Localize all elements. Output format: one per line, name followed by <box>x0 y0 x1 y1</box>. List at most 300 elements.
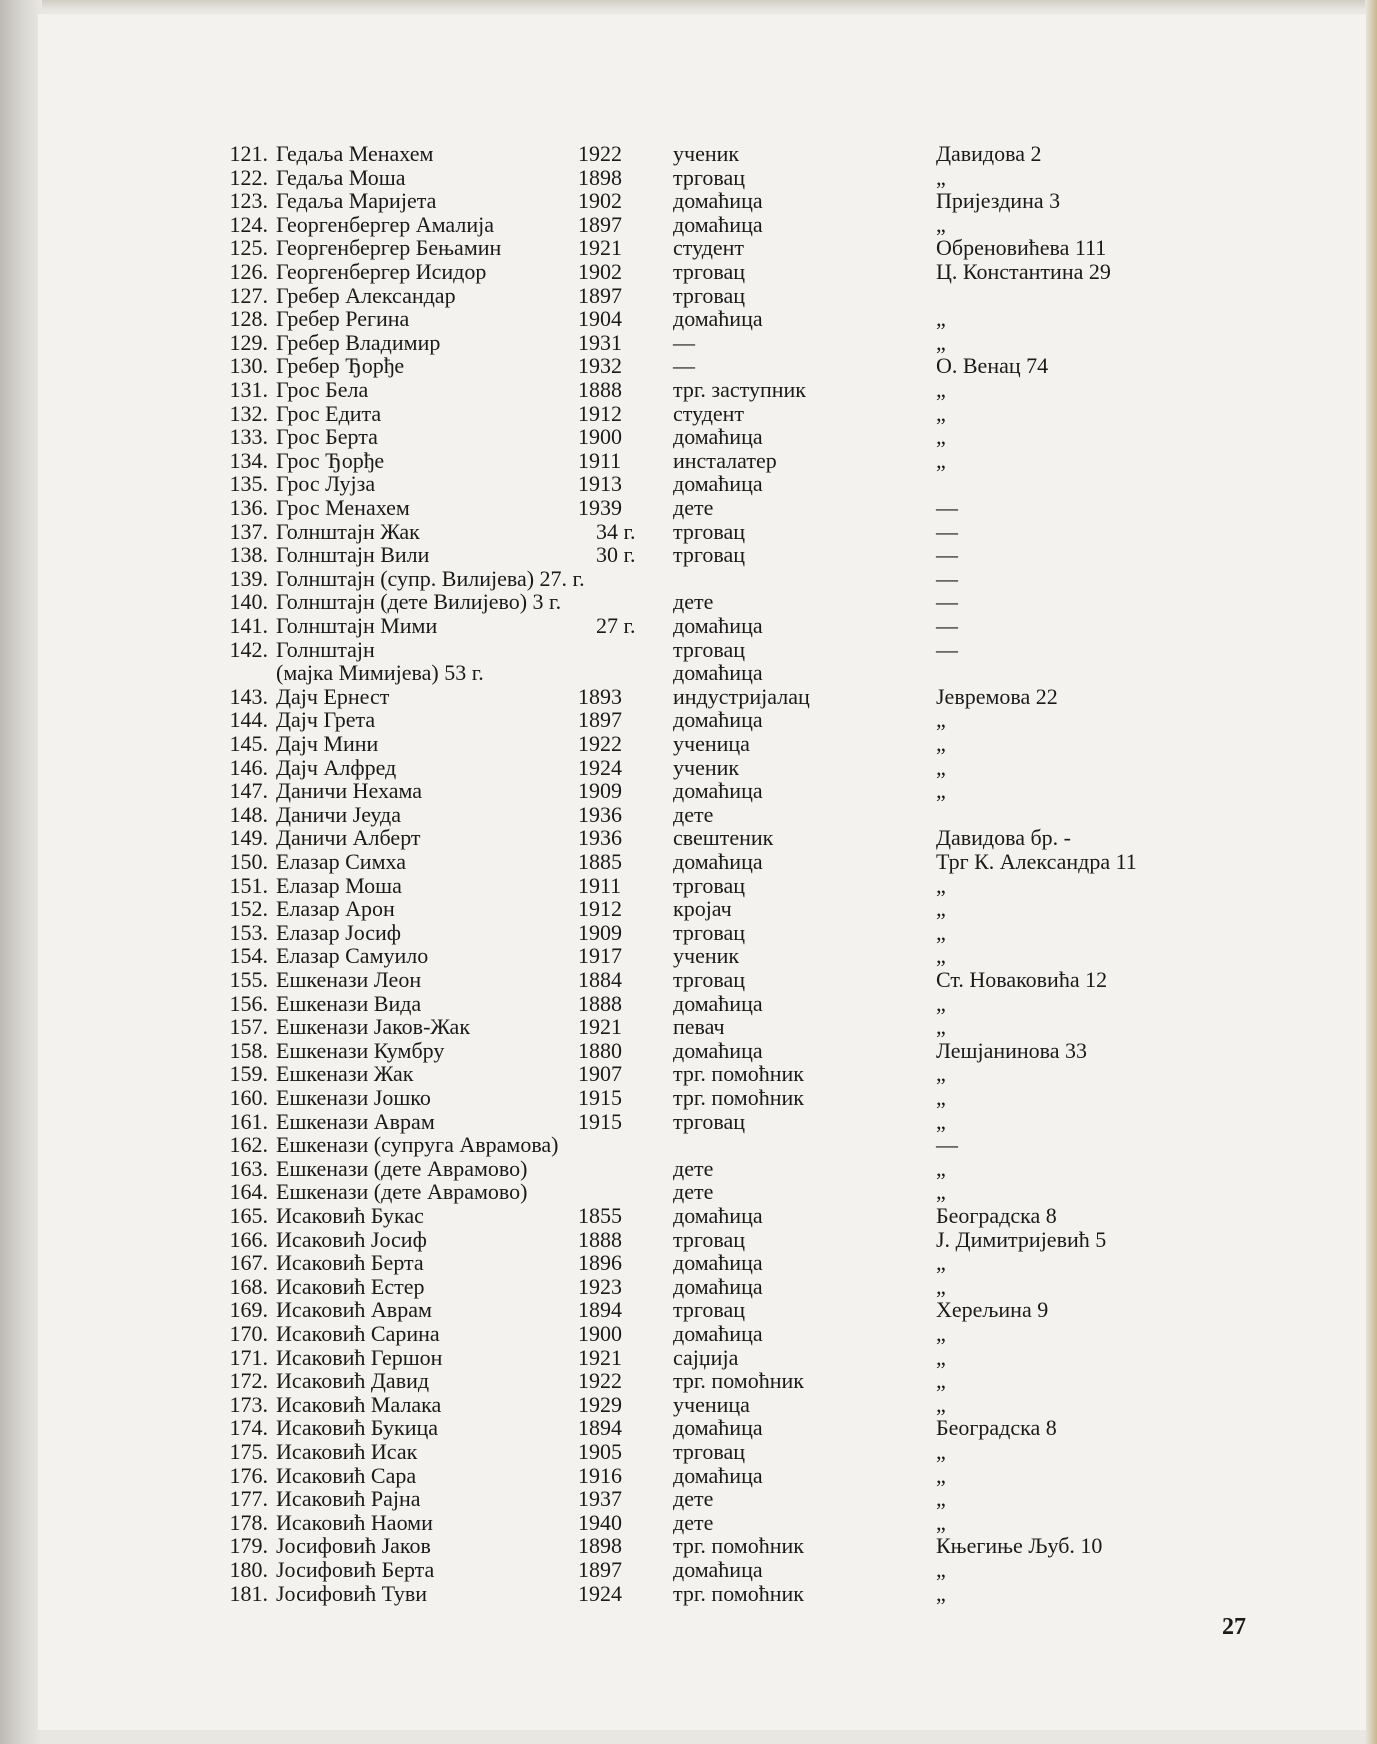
entry-year: 1888 <box>578 1226 622 1252</box>
entry-year: 1911 <box>578 872 622 898</box>
entry-occupation: домаћица <box>673 306 763 332</box>
entry-number: 144. <box>229 707 268 733</box>
entry-name: Ешкенази Вида <box>276 990 422 1016</box>
entry-name: Елазар Симха <box>276 849 406 874</box>
entry-name: Исаковић Наоми <box>276 1509 433 1535</box>
entry-number: 180. <box>229 1557 268 1582</box>
entry-number: 126. <box>229 259 268 284</box>
entry-year: 34 г. <box>596 518 636 544</box>
entry-year: 27 г. <box>596 613 636 638</box>
entry-occupation: домаћица <box>673 613 763 638</box>
entry-number: 130. <box>229 353 268 379</box>
list-item <box>38 1487 1338 1511</box>
entry-year: 1894 <box>578 1415 622 1441</box>
list-item <box>38 1322 1338 1346</box>
entry-year: 1922 <box>578 731 622 756</box>
entry-name: Ешкенази (дете Аврамово) <box>276 1155 528 1181</box>
list-item <box>38 1204 1338 1228</box>
entry-name: Голнштајн (дете Вилијево) 3 г. <box>276 589 562 615</box>
entry-address: — <box>936 613 958 638</box>
list-item <box>38 1582 1338 1606</box>
entry-address: Давидова 2 <box>936 141 1042 166</box>
entry-number: 158. <box>229 1037 268 1063</box>
page-top-shadow <box>0 0 1377 10</box>
entry-name: Гребер Александар <box>276 282 456 308</box>
list-item <box>38 661 1338 685</box>
entry-address: „ <box>936 1509 946 1535</box>
entry-address: „ <box>936 1085 946 1110</box>
entry-address: Књегиње Љуб. 10 <box>936 1533 1103 1559</box>
entry-name: (мајка Мимијева) 53 г. <box>276 660 484 686</box>
entry-address: Трг К. Александра 11 <box>936 849 1137 874</box>
entry-year: 1940 <box>578 1509 622 1535</box>
entry-number: 167. <box>229 1250 268 1276</box>
entry-year: 1913 <box>578 471 622 497</box>
entry-year: 1929 <box>578 1391 622 1417</box>
entry-name: Ешкенази Кумбру <box>276 1037 445 1063</box>
entry-number: 152. <box>229 896 268 922</box>
entry-occupation: домаћица <box>673 1037 763 1063</box>
entry-number: 176. <box>229 1462 268 1488</box>
entry-occupation: дете <box>673 1486 714 1512</box>
entry-name: Дајч Грета <box>276 707 376 733</box>
entry-name: Исаковић Сара <box>276 1462 417 1488</box>
entry-number: 153. <box>229 919 268 945</box>
entry-address: Давидова бр. - <box>936 825 1072 851</box>
entry-occupation: трговац <box>673 1108 745 1134</box>
entry-year: 1888 <box>578 990 622 1016</box>
entry-name: Гедаља Менахем <box>276 141 434 166</box>
entry-address: „ <box>936 1014 946 1040</box>
list-item <box>38 166 1338 190</box>
entry-number: 124. <box>229 211 268 237</box>
entry-address: Херељина 9 <box>936 1297 1049 1323</box>
list-item <box>38 425 1338 449</box>
list-item <box>38 1015 1338 1039</box>
entry-name: Елазар Самуило <box>276 943 429 969</box>
list-item <box>38 1275 1338 1299</box>
entry-number: 137. <box>229 518 268 544</box>
list-item <box>38 543 1338 567</box>
entry-year: 1922 <box>578 1368 622 1394</box>
entry-number: 165. <box>229 1203 268 1228</box>
entry-name: Исаковић Рајна <box>276 1486 421 1512</box>
entry-name: Грос Лујза <box>276 471 376 497</box>
entry-number: 156. <box>229 990 268 1016</box>
entry-occupation: домаћица <box>673 1557 763 1582</box>
entry-name: Голнштајн Мими <box>276 613 438 638</box>
entry-year: 1905 <box>578 1439 622 1464</box>
entry-name: Јосифовић Берта <box>276 1557 435 1582</box>
entry-occupation: дете <box>673 589 714 615</box>
page-number: 27 <box>1222 1614 1246 1640</box>
entry-address: „ <box>936 1108 946 1134</box>
entry-address: „ <box>936 1344 946 1370</box>
list-item <box>38 378 1338 402</box>
entry-occupation: ученик <box>673 943 740 969</box>
list-item <box>38 449 1338 473</box>
entry-name: Грос Едита <box>276 400 382 426</box>
entry-number: 172. <box>229 1368 268 1394</box>
entry-occupation: домаћица <box>673 1250 763 1276</box>
entry-address: — <box>936 518 958 544</box>
entry-number: 122. <box>229 164 268 190</box>
entry-occupation: трговац <box>673 164 745 190</box>
list-item <box>38 1464 1338 1488</box>
entry-occupation: ученик <box>673 141 740 166</box>
entry-occupation: свештеник <box>673 825 774 851</box>
entry-number: 123. <box>229 188 268 214</box>
entry-address: „ <box>936 1273 946 1299</box>
entry-address: „ <box>936 1321 946 1346</box>
entry-name: Гедаља Маријета <box>276 188 437 214</box>
entry-address: Лешјанинова 33 <box>936 1037 1088 1063</box>
entry-year: 1894 <box>578 1297 622 1323</box>
entry-year: 1912 <box>578 400 622 426</box>
entry-address: Ст. Новаковића 12 <box>936 967 1108 992</box>
entry-number: 164. <box>229 1179 268 1205</box>
entry-name: Исаковић Букас <box>276 1203 424 1228</box>
entry-name: Ешкенази Леон <box>276 967 422 992</box>
entry-address: „ <box>936 778 946 804</box>
entry-occupation: трговац <box>673 919 745 945</box>
entry-year: 1921 <box>578 1014 622 1040</box>
entry-address: „ <box>936 754 946 780</box>
entry-address: „ <box>936 424 946 450</box>
entry-address: „ <box>936 164 946 190</box>
entry-occupation: домаћица <box>673 1203 763 1228</box>
entry-occupation: ученица <box>673 1391 750 1417</box>
entry-address: „ <box>936 1250 946 1276</box>
entry-name: Гребер Регина <box>276 306 410 332</box>
entry-year: 1902 <box>578 259 622 284</box>
entry-occupation: домаћица <box>673 424 763 450</box>
entry-number: 154. <box>229 943 268 969</box>
entry-occupation: домаћица <box>673 1462 763 1488</box>
entry-occupation: трг. помоћник <box>673 1085 804 1110</box>
entry-number: 174. <box>229 1415 268 1441</box>
book-spine-shadow <box>0 0 42 1744</box>
entry-occupation: студент <box>673 400 745 426</box>
list-item <box>38 897 1338 921</box>
document-page <box>38 14 1366 1730</box>
entry-occupation: дете <box>673 1179 714 1205</box>
list-item <box>38 944 1338 968</box>
entry-year: 1939 <box>578 495 622 520</box>
list-item <box>38 638 1338 662</box>
entry-occupation: дете <box>673 1509 714 1535</box>
entry-address: Ј. Димитријевић 5 <box>936 1226 1107 1252</box>
entry-name: Дајч Ернест <box>276 683 390 709</box>
entry-number: 133. <box>229 424 268 450</box>
entry-address: „ <box>936 400 946 426</box>
entry-address: Ц. Константина 29 <box>936 259 1111 284</box>
entry-number: 140. <box>229 589 268 615</box>
entry-address: „ <box>936 1391 946 1417</box>
entry-address: „ <box>936 1439 946 1464</box>
entry-name: Исаковић Малака <box>276 1391 442 1417</box>
entry-occupation: трг. помоћник <box>673 1061 804 1087</box>
entry-occupation: — <box>673 329 695 355</box>
entry-number: 159. <box>229 1061 268 1087</box>
entry-address: „ <box>936 306 946 332</box>
entry-address: „ <box>936 329 946 355</box>
list-item <box>38 1393 1338 1417</box>
entry-address: „ <box>936 1061 946 1087</box>
entry-year: 1902 <box>578 188 622 214</box>
list-item <box>38 1534 1338 1558</box>
entry-name: Ешкенази (дете Аврамово) <box>276 1179 528 1205</box>
list-item <box>38 685 1338 709</box>
entry-year: 1922 <box>578 141 622 166</box>
entry-year: 1885 <box>578 849 622 874</box>
list-item <box>38 779 1338 803</box>
entry-address: Обреновићева 111 <box>936 235 1107 261</box>
entry-occupation: домаћица <box>673 211 763 237</box>
entry-occupation: трг. помоћник <box>673 1533 804 1559</box>
list-item <box>38 1369 1338 1393</box>
entry-year: 1898 <box>578 164 622 190</box>
entry-name: Исаковић Аврам <box>276 1297 432 1323</box>
entry-number: 127. <box>229 282 268 308</box>
entry-name: Исаковић Гершон <box>276 1344 443 1370</box>
entry-address: Пријездина 3 <box>936 188 1061 214</box>
entry-occupation: дете <box>673 495 714 520</box>
entry-number: 163. <box>229 1155 268 1181</box>
entry-number: 173. <box>229 1391 268 1417</box>
entry-occupation: трговац <box>673 636 745 662</box>
entry-number: 170. <box>229 1321 268 1346</box>
entry-number: 162. <box>229 1132 268 1158</box>
entry-year: 1915 <box>578 1108 622 1134</box>
entry-name: Јосифовић Јаков <box>276 1533 431 1559</box>
list-item <box>38 1039 1338 1063</box>
entry-year: 1907 <box>578 1061 622 1087</box>
entry-year: 1897 <box>578 282 622 308</box>
entry-address: „ <box>936 1580 946 1606</box>
list-item <box>38 213 1338 237</box>
entry-year: 1921 <box>578 1344 622 1370</box>
list-item <box>38 236 1338 260</box>
entry-occupation: ученик <box>673 754 740 780</box>
entry-name: Георгенбергер Исидор <box>276 259 487 284</box>
entry-year: 1904 <box>578 306 622 332</box>
entry-year: 1911 <box>578 447 622 473</box>
list-item <box>38 1440 1338 1464</box>
entry-name: Исаковић Исак <box>276 1439 418 1464</box>
list-item <box>38 1086 1338 1110</box>
entry-number: 161. <box>229 1108 268 1134</box>
entry-address: „ <box>936 447 946 473</box>
entry-address: „ <box>936 1368 946 1394</box>
entry-number: 181. <box>229 1580 268 1606</box>
entry-year: 1880 <box>578 1037 622 1063</box>
entry-address: „ <box>936 731 946 756</box>
entry-name: Гедаља Моша <box>276 164 406 190</box>
entry-address: „ <box>936 990 946 1016</box>
entry-address: „ <box>936 896 946 922</box>
list-item <box>38 1228 1338 1252</box>
entry-occupation: трговац <box>673 967 745 992</box>
entry-occupation: индустријалац <box>673 683 810 709</box>
entry-number: 151. <box>229 872 268 898</box>
entry-occupation: трговац <box>673 282 745 308</box>
entry-year: 1915 <box>578 1085 622 1110</box>
entry-number: 136. <box>229 495 268 520</box>
list-item <box>38 1298 1338 1322</box>
entry-occupation: домаћица <box>673 990 763 1016</box>
entry-address: „ <box>936 211 946 237</box>
entry-name: Голнштајн Жак <box>276 518 420 544</box>
entry-name: Елазар Арон <box>276 896 395 922</box>
entry-occupation: домаћица <box>673 1321 763 1346</box>
list-item <box>38 1251 1338 1275</box>
list-item <box>38 992 1338 1016</box>
entry-occupation: трговац <box>673 518 745 544</box>
entry-year: 1923 <box>578 1273 622 1299</box>
entry-name: Ешкенази Жак <box>276 1061 414 1087</box>
entry-number: 125. <box>229 235 268 261</box>
entry-year: 1909 <box>578 778 622 804</box>
entry-year: 1936 <box>578 825 622 851</box>
list-item <box>38 1511 1338 1535</box>
list-item <box>38 1133 1338 1157</box>
list-item <box>38 921 1338 945</box>
entry-number: 141. <box>229 613 268 638</box>
list-item <box>38 354 1338 378</box>
entry-address: — <box>936 636 958 662</box>
list-item <box>38 520 1338 544</box>
entry-occupation: трговац <box>673 542 745 568</box>
list-item <box>38 614 1338 638</box>
entry-number: 177. <box>229 1486 268 1512</box>
entry-address: „ <box>936 1155 946 1181</box>
entry-number: 135. <box>229 471 268 497</box>
list-item <box>38 142 1338 166</box>
entry-name: Грос Бела <box>276 377 369 402</box>
entry-year: 1884 <box>578 967 622 992</box>
entry-address: О. Венац 74 <box>936 353 1049 379</box>
entry-address: „ <box>936 919 946 945</box>
entry-name: Грос Берта <box>276 424 378 450</box>
entry-name: Георгенбергер Амалија <box>276 211 494 237</box>
list-item <box>38 284 1338 308</box>
entry-year: 1924 <box>578 754 622 780</box>
entry-number: 139. <box>229 565 268 591</box>
entry-year: 1898 <box>578 1533 622 1559</box>
entry-number: 129. <box>229 329 268 355</box>
entry-address: „ <box>936 872 946 898</box>
list-item <box>38 1346 1338 1370</box>
entry-number: 145. <box>229 731 268 756</box>
entry-occupation: трг. помоћник <box>673 1368 804 1394</box>
entry-year: 1921 <box>578 235 622 261</box>
list-item <box>38 307 1338 331</box>
entry-name: Исаковић Букица <box>276 1415 439 1441</box>
entry-year: 1897 <box>578 211 622 237</box>
list-item <box>38 496 1338 520</box>
list-item <box>38 331 1338 355</box>
entry-occupation: домаћица <box>673 1415 763 1441</box>
entry-occupation: трговац <box>673 1226 745 1252</box>
entry-address: — <box>936 565 958 591</box>
entry-name: Даничи Алберт <box>276 825 421 851</box>
entry-number: 178. <box>229 1509 268 1535</box>
entry-occupation: домаћица <box>673 660 763 686</box>
entry-number: 169. <box>229 1297 268 1323</box>
entry-name: Георгенбергер Бењамин <box>276 235 502 261</box>
entry-occupation: кројач <box>673 896 732 922</box>
entry-year: 1897 <box>578 1557 622 1582</box>
entry-number: 134. <box>229 447 268 473</box>
entry-name: Даничи Јеуда <box>276 801 402 827</box>
list-item <box>38 402 1338 426</box>
entry-name: Ешкенази (супруга Аврамова) <box>276 1132 559 1158</box>
entry-number: 155. <box>229 967 268 992</box>
entry-address: „ <box>936 1557 946 1582</box>
entry-year: 1897 <box>578 707 622 733</box>
entry-occupation: сајџија <box>673 1344 739 1370</box>
entry-name: Грос Ђорђе <box>276 447 385 473</box>
entry-address: Јевремова 22 <box>936 683 1058 709</box>
list-item <box>38 567 1338 591</box>
entry-occupation: домаћица <box>673 849 763 874</box>
entry-name: Голнштајн (супр. Вилијева) 27. г. <box>276 565 585 591</box>
entry-occupation: — <box>673 353 695 379</box>
entry-occupation: трг. заступник <box>673 377 806 402</box>
entry-address: — <box>936 1132 958 1158</box>
entry-number: 131. <box>229 377 268 402</box>
entry-address: — <box>936 589 958 615</box>
entry-number: 157. <box>229 1014 268 1040</box>
entry-address: — <box>936 542 958 568</box>
entry-year: 1936 <box>578 801 622 827</box>
entry-year: 1912 <box>578 896 622 922</box>
entry-number: 179. <box>229 1533 268 1559</box>
entry-year: 1916 <box>578 1462 622 1488</box>
entry-year: 1909 <box>578 919 622 945</box>
list-item <box>38 803 1338 827</box>
entry-number: 147. <box>229 778 268 804</box>
entry-year: 1932 <box>578 353 622 379</box>
entry-number: 149. <box>229 825 268 851</box>
list-item <box>38 756 1338 780</box>
entry-occupation: студент <box>673 235 745 261</box>
entry-year: 1900 <box>578 1321 622 1346</box>
entry-number: 128. <box>229 306 268 332</box>
list-item <box>38 472 1338 496</box>
entry-year: 1924 <box>578 1580 622 1606</box>
entry-address: „ <box>936 1179 946 1205</box>
entry-name: Јосифовић Туви <box>276 1580 428 1606</box>
entry-number: 146. <box>229 754 268 780</box>
entry-name: Ешкенази Аврам <box>276 1108 435 1134</box>
entry-year: 1937 <box>578 1486 622 1512</box>
entry-occupation: трговац <box>673 1297 745 1323</box>
entry-name: Голнштајн Вили <box>276 542 430 568</box>
entry-name: Елазар Моша <box>276 872 402 898</box>
entry-number: 171. <box>229 1344 268 1370</box>
entry-name: Голнштајн <box>276 636 375 662</box>
list-item <box>38 826 1338 850</box>
list-item <box>38 968 1338 992</box>
entry-year: 30 г. <box>596 542 636 568</box>
entry-number: 166. <box>229 1226 268 1252</box>
entry-number: 175. <box>229 1439 268 1464</box>
entry-name: Исаковић Јосиф <box>276 1226 427 1252</box>
entry-name: Дајч Алфред <box>276 754 397 780</box>
entry-name: Грос Менахем <box>276 495 410 520</box>
